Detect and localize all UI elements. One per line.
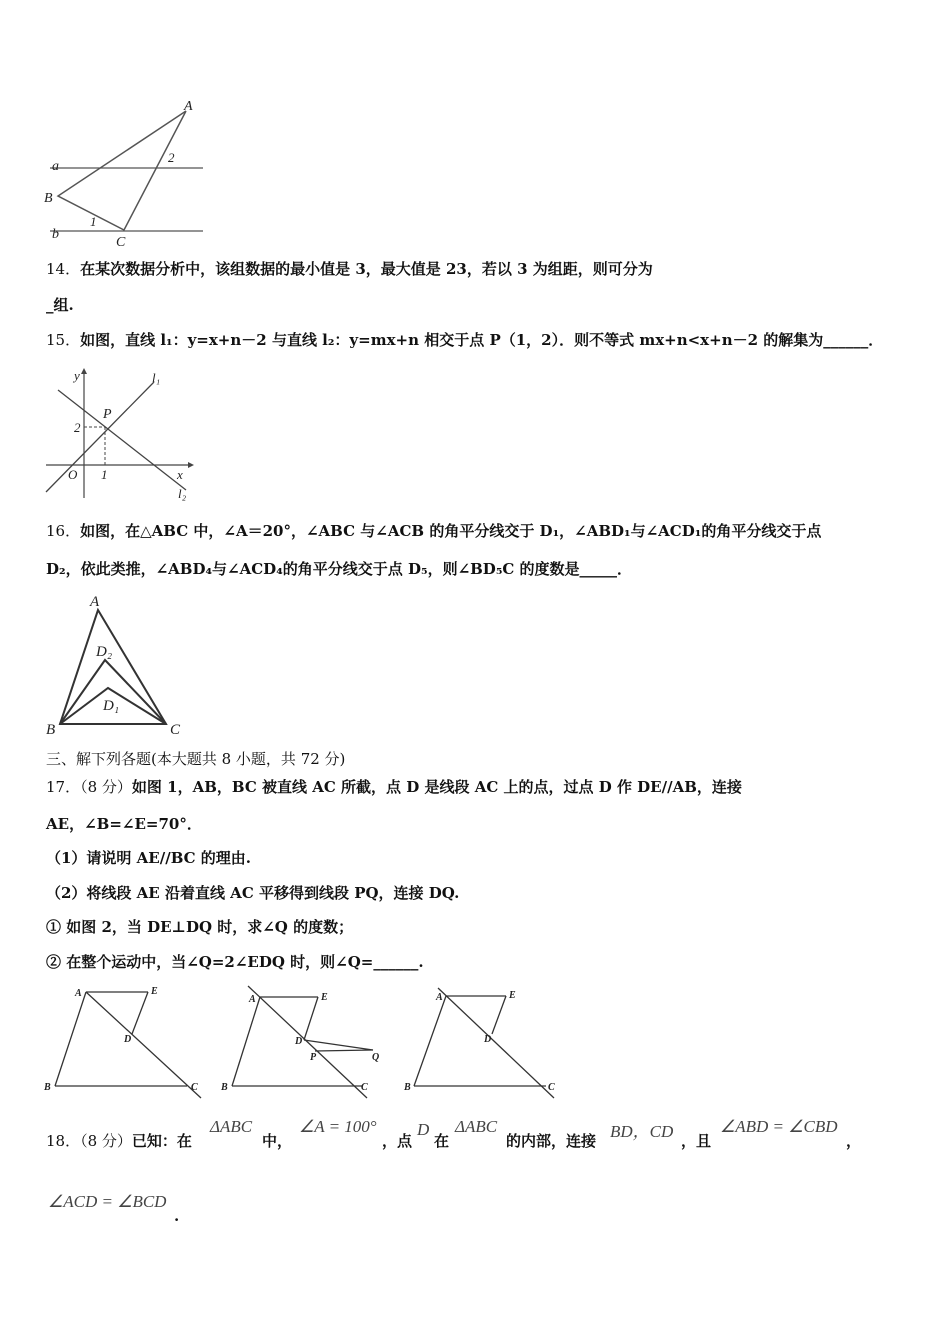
label-C: C: [116, 235, 126, 250]
q14-text: 在某次数据分析中，该组数据的最小值是 3，最大值是 23，若以 3 为组距，则可分为: [80, 260, 653, 278]
figure-13: [40, 98, 220, 248]
q18-text-4: 在: [434, 1132, 450, 1150]
label-D2: D₂: [96, 644, 113, 660]
question-15: [46, 329, 883, 351]
question-17: [46, 776, 742, 798]
label-C: C: [170, 722, 181, 738]
label-B: B: [404, 1082, 411, 1093]
label-C: C: [361, 1082, 368, 1093]
label-E: E: [509, 990, 516, 1001]
label-E: E: [151, 986, 158, 997]
q18-math-abd-cbd: ∠ABD = ∠CBD: [720, 1117, 838, 1136]
label-C: C: [548, 1082, 555, 1093]
q18-text-5: 的内部，连接: [506, 1132, 597, 1150]
label-Q: Q: [372, 1052, 380, 1063]
q16-number: 16．: [46, 522, 81, 540]
q18-text-3: ，点: [382, 1132, 413, 1150]
q18-math-bd-cd: BD，CD: [610, 1122, 674, 1141]
figure-16: [40, 592, 200, 742]
q18-text-6: ，且: [681, 1132, 712, 1150]
label-b: b: [52, 227, 59, 242]
label-D: D: [124, 1034, 132, 1045]
label-A: A: [436, 992, 443, 1003]
label-A: A: [75, 988, 82, 999]
q14-number: 14．: [46, 260, 81, 278]
label-E: E: [321, 992, 328, 1003]
label-B: B: [46, 722, 56, 738]
q16-text-line2: D₂，依此类推，∠ABD₄与∠ACD₄的角平分线交于点 D₅，则∠BD₅C 的度数是_____．: [46, 560, 633, 578]
label-P: P: [103, 407, 112, 422]
label-A: A: [249, 994, 256, 1005]
question-16: [46, 520, 821, 542]
figure-15: [40, 366, 200, 506]
q17-number: 17．（8 分）: [46, 778, 132, 796]
q18-text-8: .: [174, 1207, 180, 1225]
label-A: A: [90, 594, 100, 610]
q18-math-abc-2: ΔABC: [455, 1117, 498, 1136]
q15-text: 如图，直线 l₁：y=x+n－2 与直线 l₂：y=mx+n 相交于点 P（1，2）．则不等式 mx+n<x+n－2 的解集为______．: [80, 331, 884, 349]
q18-text-2: 中，: [262, 1132, 293, 1150]
q17-part-2-2: ② 在整个运动中，当∠Q=2∠EDQ 时，则∠Q=______.: [46, 953, 424, 971]
label-C: C: [191, 1082, 198, 1093]
q18-math-angle-a: ∠A = 100°: [299, 1117, 377, 1136]
figure-17-3: [400, 984, 565, 1102]
q18-math-acd-bcd: ∠ACD = ∠BCD: [48, 1192, 167, 1211]
label-y: y: [74, 368, 80, 383]
q17-part-1: （1）请说明 AE//BC 的理由.: [46, 849, 252, 867]
q18-math-d: D: [417, 1120, 430, 1139]
q18-text-7: ，: [846, 1132, 862, 1150]
figure-17-2: [215, 984, 390, 1102]
q17-text: 如图 1，AB，BC 被直线 AC 所截，点 D 是线段 AC 上的点，过点 D 作 DE//AB，连接: [131, 778, 742, 796]
label-D: D: [295, 1036, 303, 1047]
q16-text: 如图，在△ABC 中，∠A＝20°，∠ABC 与∠ACB 的角平分线交于 D₁，∠ABD₁与∠ACD₁的角平分线交于点: [80, 522, 822, 540]
figure-17-1: [40, 984, 210, 1102]
label-O: O: [68, 467, 78, 482]
q17-part-2-1: ① 如图 2，当 DE⊥DQ 时，求∠Q 的度数；: [46, 918, 354, 936]
label-P: P: [310, 1052, 317, 1063]
label-D1: D₁: [103, 698, 120, 714]
q14-text-line2: _组.: [46, 296, 74, 314]
label-2: 2: [168, 150, 175, 165]
label-l2: l₂: [178, 486, 187, 501]
label-1: 1: [101, 467, 108, 482]
label-2: 2: [74, 420, 81, 435]
question-14: [46, 258, 653, 280]
label-a: a: [52, 159, 59, 174]
question-18: [46, 1130, 192, 1152]
q18-number: 18．（8 分）: [46, 1132, 132, 1150]
q15-number: 15．: [46, 331, 81, 349]
label-1: 1: [90, 214, 97, 229]
q18-math-abc: ΔABC: [210, 1117, 253, 1136]
q17-text-line2: AE，∠B=∠E=70°．: [46, 815, 202, 833]
q17-part-2: （2）将线段 AE 沿着直线 AC 平移得到线段 PQ，连接 DQ.: [46, 884, 460, 902]
label-B: B: [44, 191, 53, 206]
section-3-heading: 三、解下列各题(本大题共 8 小题，共 72 分): [46, 750, 346, 768]
label-B: B: [221, 1082, 228, 1093]
label-D: D: [484, 1034, 492, 1045]
label-x: x: [177, 467, 183, 482]
q18-text-1: 已知：在: [131, 1132, 192, 1150]
label-l1: l₁: [152, 370, 161, 385]
label-B: B: [44, 1082, 51, 1093]
label-A: A: [184, 99, 193, 114]
